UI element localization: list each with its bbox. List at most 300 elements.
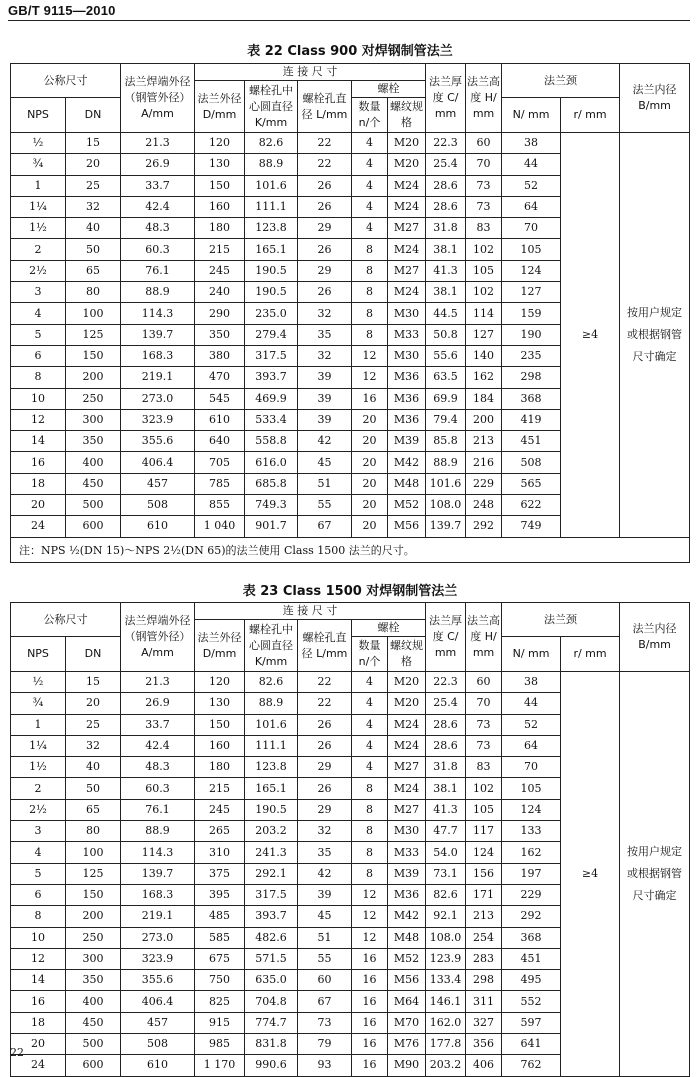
cell-height: 200 [466,409,502,430]
cell-neck-n: 52 [502,714,561,735]
cell-dn: 350 [66,970,121,991]
cell-neck-n: 64 [502,196,561,217]
cell-height: 114 [466,303,502,324]
page-number: 22 [10,1046,24,1059]
cell-dn: 50 [66,239,121,260]
cell-neck-n: 298 [502,367,561,388]
cell-weld-end-od: 610 [121,1055,195,1076]
cell-weld-end-od: 219.1 [121,367,195,388]
cell-dn: 25 [66,175,121,196]
cell-bolt-circle: 749.3 [245,495,298,516]
cell-nps: 4 [11,842,66,863]
cell-flange-od: 640 [195,431,245,452]
cell-weld-end-od: 60.3 [121,239,195,260]
cell-flange-od: 265 [195,821,245,842]
cell-thickness: 108.0 [426,927,466,948]
cell-flange-od: 375 [195,863,245,884]
cell-bolt-circle: 831.8 [245,1034,298,1055]
h-connection-dims: 连 接 尺 寸 [195,64,426,81]
cell-bolt-hole-dia: 39 [298,367,352,388]
cell-bolt-qty: 4 [352,196,388,217]
cell-bolt-qty: 4 [352,672,388,693]
cell-neck-n: 451 [502,431,561,452]
cell-neck-n: 133 [502,821,561,842]
cell-bolt-qty: 12 [352,884,388,905]
cell-bolt-hole-dia: 42 [298,863,352,884]
cell-bolt-hole-dia: 29 [298,799,352,820]
cell-flange-od: 985 [195,1034,245,1055]
cell-weld-end-od: 168.3 [121,884,195,905]
cell-bolt-hole-dia: 45 [298,906,352,927]
cell-bolt-qty: 16 [352,948,388,969]
cell-height: 254 [466,927,502,948]
cell-height: 117 [466,821,502,842]
cell-neck-n: 495 [502,970,561,991]
cell-bolt-hole-dia: 29 [298,757,352,778]
cell-height: 298 [466,970,502,991]
cell-bolt-thread: M24 [388,778,426,799]
cell-nps: 6 [11,345,66,366]
cell-dn: 200 [66,367,121,388]
cell-dn: 400 [66,452,121,473]
cell-thickness: 38.1 [426,282,466,303]
cell-height: 105 [466,260,502,281]
cell-bolt-circle: 704.8 [245,991,298,1012]
cell-bolt-thread: M27 [388,218,426,239]
cell-bolt-hole-dia: 35 [298,842,352,863]
cell-bolt-circle: 88.9 [245,693,298,714]
cell-bolt-circle: 203.2 [245,821,298,842]
cell-bolt-thread: M48 [388,473,426,494]
cell-height: 213 [466,906,502,927]
cell-bolt-thread: M30 [388,303,426,324]
cell-dn: 250 [66,388,121,409]
cell-weld-end-od: 457 [121,473,195,494]
cell-height: 283 [466,948,502,969]
cell-bolt-thread: M70 [388,1012,426,1033]
cell-flange-od: 585 [195,927,245,948]
cell-bolt-hole-dia: 32 [298,345,352,366]
cell-neck-n: 127 [502,282,561,303]
cell-bolt-hole-dia: 26 [298,282,352,303]
cell-thickness: 101.6 [426,473,466,494]
cell-bolt-hole-dia: 39 [298,884,352,905]
cell-bolt-circle: 533.4 [245,409,298,430]
cell-neck-n: 38 [502,133,561,154]
cell-thickness: 133.4 [426,970,466,991]
h-nps: NPS [11,637,66,672]
cell-bolt-qty: 4 [352,218,388,239]
cell-height: 213 [466,431,502,452]
cell-dn: 50 [66,778,121,799]
cell-nps: 1¼ [11,735,66,756]
cell-bolt-qty: 8 [352,821,388,842]
cell-bolt-circle: 292.1 [245,863,298,884]
cell-bolt-thread: M30 [388,821,426,842]
cell-bolt-circle: 101.6 [245,175,298,196]
cell-bolt-qty: 16 [352,388,388,409]
cell-weld-end-od: 139.7 [121,863,195,884]
h-nominal-size: 公称尺寸 [11,64,121,98]
cell-neck-n: 124 [502,799,561,820]
cell-height: 70 [466,154,502,175]
cell-flange-od: 240 [195,282,245,303]
cell-neck-n: 565 [502,473,561,494]
cell-bolt-circle: 571.5 [245,948,298,969]
cell-height: 102 [466,239,502,260]
cell-thickness: 146.1 [426,991,466,1012]
cell-bolt-thread: M36 [388,884,426,905]
cell-flange-od: 150 [195,714,245,735]
cell-bolt-hole-dia: 39 [298,388,352,409]
cell-bolt-circle: 165.1 [245,239,298,260]
cell-dn: 150 [66,345,121,366]
cell-bolt-thread: M48 [388,927,426,948]
cell-flange-od: 245 [195,260,245,281]
cell-weld-end-od: 406.4 [121,991,195,1012]
cell-flange-od: 150 [195,175,245,196]
cell-nps: 10 [11,927,66,948]
cell-dn: 150 [66,884,121,905]
cell-dn: 100 [66,842,121,863]
h-bolt-hole-dia: 螺栓孔直径 L/mm [298,620,352,672]
cell-bolt-hole-dia: 22 [298,154,352,175]
cell-bolt-thread: M36 [388,367,426,388]
cell-bolt-qty: 4 [352,133,388,154]
cell-weld-end-od: 21.3 [121,672,195,693]
cell-bolt-hole-dia: 32 [298,821,352,842]
table-row [11,672,690,693]
table22-caption: 表 22 Class 900 对焊钢制管法兰 [247,44,453,59]
cell-bolt-thread: M24 [388,735,426,756]
cell-thickness: 31.8 [426,218,466,239]
cell-bolt-circle: 616.0 [245,452,298,473]
cell-flange-od: 1 040 [195,516,245,537]
cell-bolt-qty: 16 [352,1012,388,1033]
cell-weld-end-od: 26.9 [121,154,195,175]
cell-nps: 18 [11,1012,66,1033]
h-height: 法兰高度 H/ mm [466,64,502,133]
cell-bolt-hole-dia: 26 [298,778,352,799]
cell-nps: 12 [11,409,66,430]
cell-height: 60 [466,133,502,154]
cell-bolt-thread: M64 [388,991,426,1012]
cell-bolt-qty: 20 [352,409,388,430]
cell-nps: 10 [11,388,66,409]
cell-bolt-thread: M56 [388,970,426,991]
cell-dn: 400 [66,991,121,1012]
cell-dn: 25 [66,714,121,735]
cell-height: 127 [466,324,502,345]
cell-nps: ¾ [11,154,66,175]
cell-height: 171 [466,884,502,905]
cell-thickness: 162.0 [426,1012,466,1033]
cell-neck-n: 70 [502,757,561,778]
cell-flange-od: 610 [195,409,245,430]
cell-bolt-circle: 317.5 [245,884,298,905]
cell-weld-end-od: 114.3 [121,842,195,863]
cell-weld-end-od: 323.9 [121,948,195,969]
cell-bolt-thread: M39 [388,431,426,452]
cell-flange-od: 485 [195,906,245,927]
cell-bolt-circle: 685.8 [245,473,298,494]
cell-flange-od: 130 [195,693,245,714]
cell-neck-n: 70 [502,218,561,239]
cell-thickness: 63.5 [426,367,466,388]
cell-height: 216 [466,452,502,473]
cell-bolt-circle: 111.1 [245,735,298,756]
cell-bolt-hole-dia: 22 [298,672,352,693]
cell-bolt-circle: 101.6 [245,714,298,735]
cell-weld-end-od: 219.1 [121,906,195,927]
cell-bolt-circle: 123.8 [245,757,298,778]
cell-thickness: 139.7 [426,516,466,537]
cell-neck-n: 749 [502,516,561,537]
cell-bolt-qty: 12 [352,906,388,927]
cell-bolt-thread: M24 [388,239,426,260]
h-bolt-qty: 数量 n/个 [352,637,388,672]
cell-bolt-thread: M24 [388,714,426,735]
cell-bolt-qty: 4 [352,693,388,714]
h-bore: 法兰内径 B/mm [620,64,690,133]
cell-nps: 3 [11,282,66,303]
cell-dn: 20 [66,154,121,175]
cell-weld-end-od: 323.9 [121,409,195,430]
cell-neck-n: 451 [502,948,561,969]
h-dn: DN [66,637,121,672]
h-neck-r: r/ mm [561,98,620,133]
cell-thickness: 54.0 [426,842,466,863]
cell-nps: 20 [11,495,66,516]
cell-nps: 1 [11,714,66,735]
cell-bolt-hole-dia: 51 [298,473,352,494]
cell-neck-n: 190 [502,324,561,345]
cell-bolt-hole-dia: 79 [298,1034,352,1055]
neck-r-value: ≥4 [561,672,620,1077]
cell-bolt-hole-dia: 51 [298,927,352,948]
cell-flange-od: 750 [195,970,245,991]
cell-flange-od: 160 [195,196,245,217]
cell-neck-n: 641 [502,1034,561,1055]
cell-nps: 14 [11,431,66,452]
cell-bolt-thread: M27 [388,757,426,778]
cell-height: 184 [466,388,502,409]
header-rule [8,20,690,21]
cell-weld-end-od: 406.4 [121,452,195,473]
cell-bolt-qty: 20 [352,431,388,452]
cell-weld-end-od: 88.9 [121,282,195,303]
cell-height: 102 [466,778,502,799]
cell-bolt-qty: 16 [352,1034,388,1055]
cell-thickness: 177.8 [426,1034,466,1055]
cell-bolt-qty: 4 [352,154,388,175]
cell-weld-end-od: 355.6 [121,970,195,991]
cell-flange-od: 245 [195,799,245,820]
cell-weld-end-od: 457 [121,1012,195,1033]
cell-bolt-thread: M24 [388,175,426,196]
cell-weld-end-od: 33.7 [121,714,195,735]
cell-thickness: 50.8 [426,324,466,345]
h-thickness: 法兰厚度 C/ mm [426,64,466,133]
cell-nps: 2 [11,778,66,799]
cell-thickness: 41.3 [426,799,466,820]
cell-nps: 2 [11,239,66,260]
cell-bolt-thread: M20 [388,133,426,154]
cell-height: 162 [466,367,502,388]
cell-bolt-qty: 8 [352,260,388,281]
cell-bolt-circle: 393.7 [245,367,298,388]
cell-thickness: 25.4 [426,154,466,175]
cell-dn: 600 [66,1055,121,1076]
cell-weld-end-od: 610 [121,516,195,537]
cell-bolt-circle: 317.5 [245,345,298,366]
cell-weld-end-od: 88.9 [121,821,195,842]
table23 [10,602,690,1077]
cell-flange-od: 350 [195,324,245,345]
cell-thickness: 73.1 [426,863,466,884]
cell-bolt-qty: 4 [352,735,388,756]
cell-bolt-circle: 469.9 [245,388,298,409]
cell-neck-n: 44 [502,154,561,175]
cell-bolt-thread: M39 [388,863,426,884]
cell-dn: 100 [66,303,121,324]
cell-bolt-thread: M33 [388,324,426,345]
h-nominal-size: 公称尺寸 [11,603,121,637]
cell-dn: 125 [66,863,121,884]
table22-body [11,133,690,538]
cell-dn: 65 [66,799,121,820]
cell-bolt-qty: 12 [352,927,388,948]
cell-flange-od: 395 [195,884,245,905]
cell-dn: 300 [66,409,121,430]
cell-bolt-circle: 279.4 [245,324,298,345]
cell-bolt-qty: 4 [352,714,388,735]
cell-flange-od: 160 [195,735,245,756]
cell-nps: 5 [11,324,66,345]
h-bolt-thread: 螺纹规格 [388,637,426,672]
cell-neck-n: 124 [502,260,561,281]
cell-weld-end-od: 273.0 [121,927,195,948]
cell-neck-n: 597 [502,1012,561,1033]
cell-bolt-thread: M52 [388,948,426,969]
cell-bolt-thread: M42 [388,452,426,473]
cell-neck-n: 197 [502,863,561,884]
cell-bolt-circle: 190.5 [245,799,298,820]
cell-flange-od: 1 170 [195,1055,245,1076]
cell-thickness: 79.4 [426,409,466,430]
cell-bolt-hole-dia: 42 [298,431,352,452]
cell-weld-end-od: 76.1 [121,260,195,281]
cell-bolt-qty: 12 [352,367,388,388]
cell-bolt-thread: M33 [388,842,426,863]
cell-dn: 32 [66,735,121,756]
cell-bolt-circle: 482.6 [245,927,298,948]
cell-neck-n: 52 [502,175,561,196]
cell-flange-od: 785 [195,473,245,494]
table22-note: 注：NPS ½(DN 15)～NPS 2½(DN 65)的法兰使用 Class 1500 法兰的尺寸。 [11,537,690,562]
cell-dn: 500 [66,1034,121,1055]
cell-neck-n: 162 [502,842,561,863]
cell-height: 327 [466,1012,502,1033]
cell-bolt-qty: 16 [352,1055,388,1076]
cell-thickness: 92.1 [426,906,466,927]
cell-nps: 1½ [11,757,66,778]
cell-bolt-qty: 4 [352,175,388,196]
cell-neck-n: 38 [502,672,561,693]
cell-weld-end-od: 42.4 [121,196,195,217]
cell-bolt-thread: M27 [388,799,426,820]
cell-neck-n: 419 [502,409,561,430]
cell-bolt-qty: 12 [352,345,388,366]
cell-dn: 40 [66,757,121,778]
cell-thickness: 28.6 [426,175,466,196]
h-neck-n: N/ mm [502,98,561,133]
cell-bolt-thread: M36 [388,409,426,430]
cell-weld-end-od: 42.4 [121,735,195,756]
cell-thickness: 108.0 [426,495,466,516]
cell-thickness: 31.8 [426,757,466,778]
cell-dn: 32 [66,196,121,217]
cell-bolt-hole-dia: 26 [298,196,352,217]
cell-bolt-thread: M36 [388,388,426,409]
cell-weld-end-od: 114.3 [121,303,195,324]
cell-weld-end-od: 168.3 [121,345,195,366]
cell-bolt-thread: M76 [388,1034,426,1055]
cell-height: 156 [466,863,502,884]
cell-flange-od: 290 [195,303,245,324]
cell-bolt-thread: M42 [388,906,426,927]
neck-r-value: ≥4 [561,133,620,538]
cell-neck-n: 159 [502,303,561,324]
cell-dn: 500 [66,495,121,516]
cell-bolt-thread: M27 [388,260,426,281]
cell-weld-end-od: 508 [121,1034,195,1055]
cell-flange-od: 470 [195,367,245,388]
cell-bolt-hole-dia: 93 [298,1055,352,1076]
cell-height: 356 [466,1034,502,1055]
h-weld-end-od: 法兰焊端外径（钢管外径）A/mm [121,64,195,133]
cell-nps: 24 [11,1055,66,1076]
cell-bolt-qty: 8 [352,282,388,303]
cell-nps: 12 [11,948,66,969]
cell-flange-od: 130 [195,154,245,175]
h-thickness: 法兰厚度 C/ mm [426,603,466,672]
cell-bolt-thread: M30 [388,345,426,366]
cell-nps: 6 [11,884,66,905]
cell-bolt-qty: 8 [352,303,388,324]
cell-nps: 8 [11,906,66,927]
cell-thickness: 85.8 [426,431,466,452]
cell-bolt-circle: 558.8 [245,431,298,452]
h-neck-r: r/ mm [561,637,620,672]
cell-neck-n: 508 [502,452,561,473]
cell-bolt-circle: 190.5 [245,260,298,281]
cell-thickness: 69.9 [426,388,466,409]
cell-bolt-circle: 88.9 [245,154,298,175]
table23-header [11,603,690,672]
cell-bolt-hole-dia: 22 [298,133,352,154]
cell-thickness: 41.3 [426,260,466,281]
cell-nps: 8 [11,367,66,388]
cell-height: 73 [466,196,502,217]
cell-thickness: 123.9 [426,948,466,969]
cell-flange-od: 180 [195,218,245,239]
cell-nps: 1 [11,175,66,196]
cell-neck-n: 622 [502,495,561,516]
cell-bolt-hole-dia: 29 [298,260,352,281]
cell-flange-od: 705 [195,452,245,473]
cell-thickness: 38.1 [426,239,466,260]
